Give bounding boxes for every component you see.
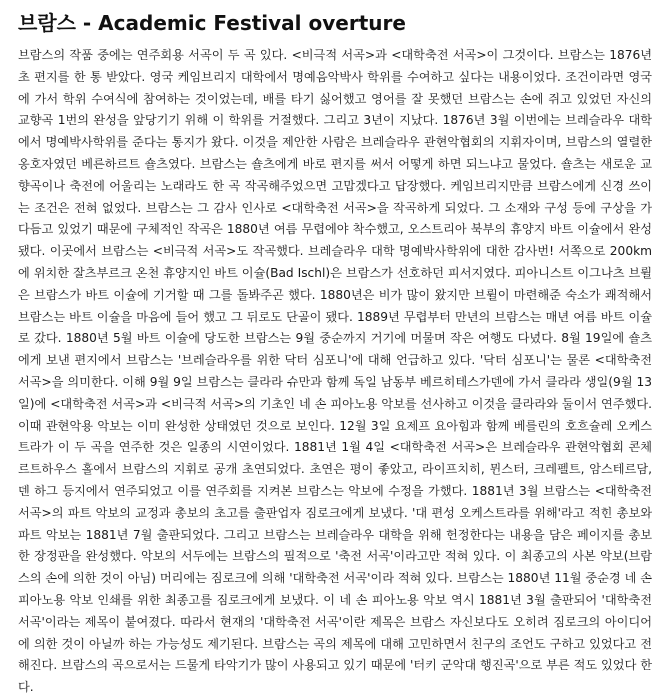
article-title: 브람스 - Academic Festival overture	[18, 11, 406, 35]
article-body: 브람스의 작품 중에는 연주회용 서곡이 두 곡 있다. <비극적 서곡>과 <대학축전 서곡>이 그것이다. 브람스는 1876년 초 편지를 한 통 받았다. 영국 케임브리지 대학에서 명예음악박사 학위를 수여하고 싶다는 내용이었다. 조건이라면 영국에 가서 학위 수여식에 참여하는 것이었는데, 배를 타기 싫어했고 영어를 잘 못했던 브람스는 손에 쥐고 있었던 자신의 교향곡 1번의 완성을 앞당기기 위해 이 학위를 거절했다. 그리고 3년이 지났다. 1876년 3월 이번에는 브레슬라우 대학에서 명예박사학위를 준다는 통지가 왔다. 이것을 제안한 사람은 브레슬라우 관현악협회의 지휘자이며, 브람스의 열렬한 옹호자였던 베른하르트 숄츠였다. 브람스는 숄츠에게 바로 편지를 써서 어떻게 하면 되느냐고 물었다. 숄츠는 새로운 교향곡이나 축전에 어울리는 노래라도 한 곡 작곡해주었으면 고맙겠다고 답장했다. 케임브리지만큼 브람스에게 신경 쓰이는 조건은 전혀 없었다. 브람스는 그 감사 인사로 <대학축전 서곡>을 작곡하게 되었다. 그 소재와 구성 등에 구상을 가다듬고 있었기 때문에 구체적인 작곡은 1880년 여름 무렵에야 착수했고, 오스트리아 북부의 휴양지 바트 이슐에서 완성됐다. 이곳에서 브람스는 <비극적 서곡>도 작곡했다. 브레슬라우 대학 명예박사학위에 대한 감사번! 서쪽으로 200km에 위치한 잘츠부르크 온천 휴양지인 바트 이슐(Bad Ischl)은 브람스가 선호하던 피서지였다. 피아니스트 이그나츠 브륄은 브람스가 바트 이슐에 기거할 때 그를 돌봐주곤 했다. 1880년은 비가 많이 왔지만 브륄이 마련해준 숙소가 쾌적해서 브람스는 바트 이슐을 마음에 들어 했고 그 뒤로도 단골이 됐다. 1889년 무렵부터 만년의 브람스는 매년 여름 바트 이슐로 갔다. 1880년 5월 바트 이슐에 당도한 브람스는 9월 중순까지 거기에 머물며 작은 여행도 다녔다. 8월 19일에 숄츠에게 보낸 편지에서 브람스는 '브레슬라우를 위한 닥터 심포니'에 대해 언급하고 있다. '닥터 심포니'는 물론 <대학축전 서곡>을 의미한다. 이해 9월 9일 브람스는 클라라 슈만과 함께 독일 남동부 베르히테스가덴에 가서 클라라 생일(9월 13일)에 <대학축전 서곡>과 <비극적 서곡>의 기초인 네 손 피아노용 악보를 선사하고 이것을 클라라와 둘이서 연주했다. 이때 관현악용 악보는 이미 완성한 상태였던 것으로 보인다. 12월 3일 요제프 요아힘과 함께 베를린의 호흐슐레 오케스트라가 이 두 곡을 연주한 것은 일종의 시연이었다. 1881년 1월 4일 <대학축전 서곡>은 브레슬라우 관현악협회 콘체르트하우스 홀에서 브람스의 지휘로 공개 초연되었다. 초연은 평이 좋았고, 라이프치히, 뮌스터, 크레펠트, 암스테르담, 덴 하그 등지에서 연주되었고 이를 연주회를 지켜본 브람스는 악보에 수정을 가했다. 1881년 3월 브람스는 <대학축전 서곡>의 파트 악보의 교정과 총보의 초고를 출판업자 짐로크에게 보냈다. '대 편성 오케스트라를 위해'라고 적힌 총보와 파트 악보는 1881년 7월 출판되었다. 그리고 브람스는 브레슬라우 대학을 위해 헌정한다는 내용을 담은 페이지를 총보한 장정판을 완성했다. 악보의 서두에는 브람스의 필적으로 '축전 서곡'이라고만 적혀 있다. 이 최종고의 사본 악보(브람스의 손에 의한 것이 아님) 머리에는 짐로크에 의해 '대학축전 서곡'이라 적혀 있다. 브람스는 1880년 11월 중순경 네 손 피아노용 악보 인쇄를 위한 최종고를 짐로크에게 보냈다. 이 네 손 피아노용 악보 역시 1881년 3월 출판되어 '대학축전 서곡'이라는 제목이 붙여졌다. 따라서 현재의 '대학축전 서곡'이란 제목은 브람스 자신보다도 오히려 짐로크의 아이디어에 의한 것이 아닐까 하는 가능성도 제기된다. 브람스는 곡의 제목에 대해 고민하면서 친구의 조언도 구하고 있었다고 전해진다. 브람스의 곡으로서는 드물게 타악기가 많이 사용되고 있기 때문에 '터키 군악대 행진곡'으로 부른 적도 있었다 한다.	[18, 48, 652, 695]
article	[18, 10, 652, 699]
